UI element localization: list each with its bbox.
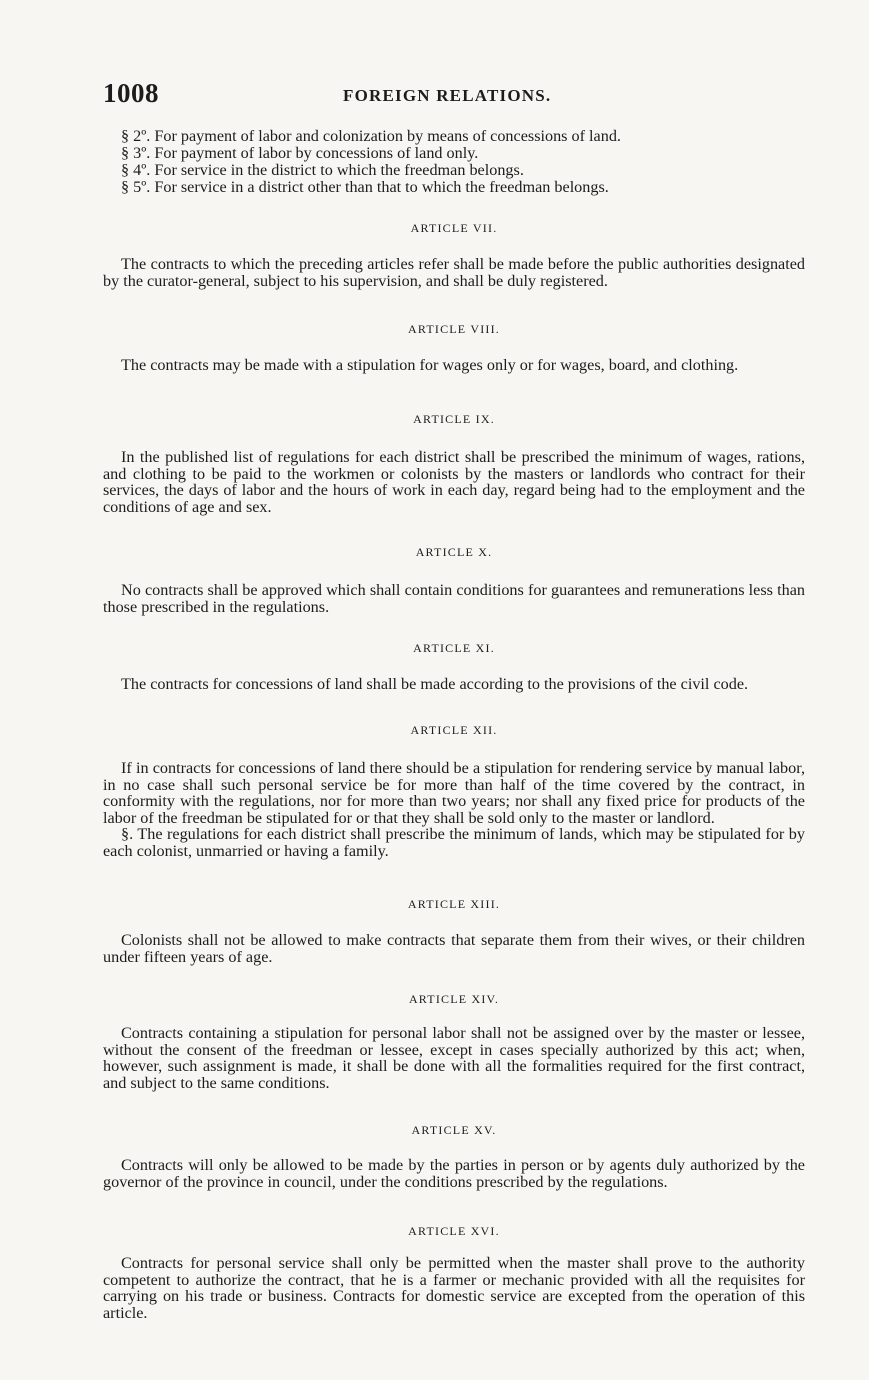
article-paragraph: The contracts for concessions of land shall be made according to the provisions of the civil code. bbox=[121, 675, 749, 693]
article-body bbox=[103, 676, 805, 693]
section-item: § 2º. For payment of labor and colonization by means of concessions of land. bbox=[121, 127, 621, 145]
article-body bbox=[103, 1025, 805, 1091]
article-paragraph: §. The regulations for each district shall prescribe the minimum of lands, which may be stipulated for by each colonist, unmarried or having a family. bbox=[103, 825, 805, 860]
article-paragraph: The contracts to which the preceding articles refer shall be made before the public authorities designated by the curator-general, subject to his supervision, and shall be duly registered. bbox=[103, 255, 805, 290]
article-heading: ARTICLE XV. bbox=[411, 1123, 497, 1137]
article-paragraph: In the published list of regulations for each district shall be prescribed the minimum of wages, rations, and clothing to be paid to the workmen or colonists by the masters or landlords who contract for their services, the days of labor and the hours of work in each day, regard being had to the employment and the conditions of age and sex. bbox=[103, 448, 805, 516]
article-paragraph: The contracts may be made with a stipulation for wages only or for wages, board, and clothing. bbox=[121, 356, 739, 374]
article-body bbox=[103, 1255, 805, 1321]
article-body bbox=[103, 932, 805, 965]
article-heading: ARTICLE XIV. bbox=[408, 992, 500, 1006]
section-item: § 4º. For service in the district to which the freedman belongs. bbox=[121, 161, 524, 179]
article-paragraph: If in contracts for concessions of land there should be a stipulation for rendering service by manual labor, in no case shall such personal service be for more than half of the time covered by the contract, in conformity with the regulations, nor for more than two years; nor shall any fixed price for products of the labor of the freedman be stipulated for or that they shall be sold only to the master or landlord. bbox=[103, 759, 805, 827]
article-paragraph: Contracts will only be allowed to be made by the parties in person or by agents duly authorized by the governor of the province in council, under the conditions prescribed by the regulations. bbox=[103, 1156, 805, 1191]
article-heading: ARTICLE VII. bbox=[410, 221, 498, 235]
article-paragraph: Contracts containing a stipulation for personal labor shall not be assigned over by the master or lessee, without the consent of the freedman or lessee, except in cases specially authorized by this act; when, however, such assignment is made, it shall be done with all the formalities required for the first contract, and subject to the same conditions. bbox=[103, 1024, 805, 1092]
article-heading: ARTICLE XI. bbox=[413, 641, 495, 655]
article-body bbox=[103, 582, 805, 615]
article-heading: ARTICLE XVI. bbox=[408, 1224, 500, 1238]
article-body bbox=[103, 256, 805, 289]
article-heading: ARTICLE IX. bbox=[413, 412, 495, 426]
article-body bbox=[103, 760, 805, 860]
page-number: 1008 bbox=[103, 78, 159, 108]
article-paragraph: Colonists shall not be allowed to make contracts that separate them from their wives, or their children under fifteen years of age. bbox=[103, 931, 805, 966]
page-header bbox=[103, 78, 805, 118]
section-list bbox=[103, 128, 805, 196]
article-paragraph: Contracts for personal service shall only be permitted when the master shall prove to the authority competent to authorize the contract, that he is a farmer or mechanic provided with all the requisites for carrying on his trade or business. Contracts for domestic service are excepted from the operation of this article. bbox=[103, 1254, 805, 1322]
running-title: FOREIGN RELATIONS. bbox=[343, 86, 552, 105]
section-item: § 5º. For service in a district other than that to which the freedman belongs. bbox=[121, 178, 609, 196]
article-heading: ARTICLE XIII. bbox=[407, 897, 501, 911]
article-paragraph: No contracts shall be approved which shall contain conditions for guarantees and remunerations less than those prescribed in the regulations. bbox=[103, 581, 805, 616]
article-heading: ARTICLE VIII. bbox=[408, 322, 500, 336]
section-item: § 3º. For payment of labor by concessions of land only. bbox=[121, 144, 479, 162]
article-heading: ARTICLE X. bbox=[415, 545, 493, 559]
article-body bbox=[103, 357, 805, 374]
article-body bbox=[103, 1157, 805, 1190]
article-heading: ARTICLE XII. bbox=[410, 723, 498, 737]
article-body bbox=[103, 449, 805, 515]
